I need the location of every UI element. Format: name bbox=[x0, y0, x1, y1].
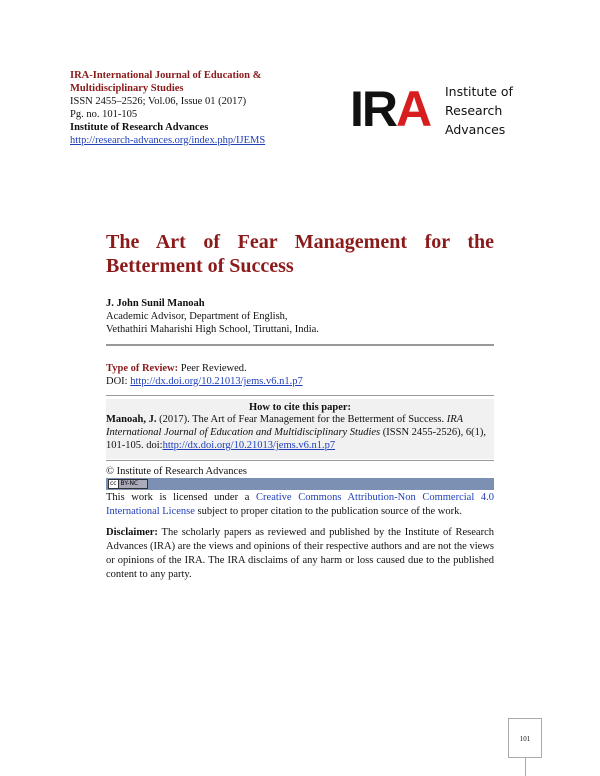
divider bbox=[106, 344, 494, 346]
issn-line: ISSN 2455–2526; Vol.06, Issue 01 (2017) bbox=[70, 96, 247, 107]
disclaimer-text: Disclaimer: The scholarly papers as reviewed and published by the Institute of Research Advances (IRA) are the views and opinions of their respective authors and are not the views or opinions of the IRA. The IRA disclaims of any harm or loss caused due to the published content to any party. bbox=[106, 527, 494, 580]
license-text: This work is licensed under a Creative Commons Attribution-Non Commercial 4.0 International License subject to proper citation to the publication source of the work. bbox=[106, 492, 494, 517]
review-info: Type of Review: Peer Reviewed. DOI: http://dx.doi.org/10.21013/jems.v6.n1.p7 bbox=[106, 363, 303, 387]
copyright-notice: © Institute of Research Advances bbox=[106, 466, 247, 477]
page-number-tick bbox=[525, 758, 526, 776]
divider bbox=[106, 395, 494, 396]
cc-license-badge[interactable]: cc BY-NC bbox=[108, 479, 148, 489]
ira-logo bbox=[350, 80, 525, 140]
publisher-name: Institute of Research Advances bbox=[70, 122, 209, 133]
doi-link[interactable]: http://dx.doi.org/10.21013/jems.v6.n1.p7 bbox=[130, 376, 303, 387]
citation-text: Manoah, J. (2017). The Art of Fear Management for the Betterment of Success. IRA International Journal of Education and Multidisciplinary Studies (ISSN 2455-2526), 6(1), 101-105. doi:http://dx.doi.org/10.21013/jems.v6.n1.p7 bbox=[106, 414, 487, 451]
citation-heading: How to cite this paper: bbox=[248, 402, 352, 413]
divider bbox=[106, 460, 494, 461]
doi-label: DOI: bbox=[106, 376, 128, 387]
cc-license-link[interactable]: Creative Commons Attribution-Non Commercial 4.0 International License bbox=[106, 492, 494, 517]
journal-url-link[interactable]: http://research-advances.org/index.php/IJEMS bbox=[70, 135, 266, 146]
author-affiliation-1: Academic Advisor, Department of English, bbox=[106, 311, 288, 322]
review-label: Type of Review bbox=[106, 363, 175, 374]
author-affiliation-2: Vethathiri Maharishi High School, Tiruttani, India. bbox=[106, 324, 319, 335]
ira-logo-letters: IRA bbox=[350, 81, 431, 137]
journal-name: IRA-International Journal of Education & Multidisciplinary Studies bbox=[70, 70, 262, 94]
citation-doi-link[interactable]: http://dx.doi.org/10.21013/jems.v6.n1.p7 bbox=[162, 440, 336, 451]
page-number: 101 bbox=[508, 718, 542, 758]
page-range: Pg. no. 101-105 bbox=[70, 109, 138, 120]
paper-title: The Art of Fear Management for the Betterment of Success bbox=[106, 231, 494, 277]
license-bar bbox=[106, 478, 494, 490]
review-value: Peer Reviewed. bbox=[180, 363, 247, 374]
ira-logo-text: Institute of Research Advances bbox=[445, 84, 513, 137]
author-name: J. John Sunil Manoah bbox=[106, 298, 205, 309]
